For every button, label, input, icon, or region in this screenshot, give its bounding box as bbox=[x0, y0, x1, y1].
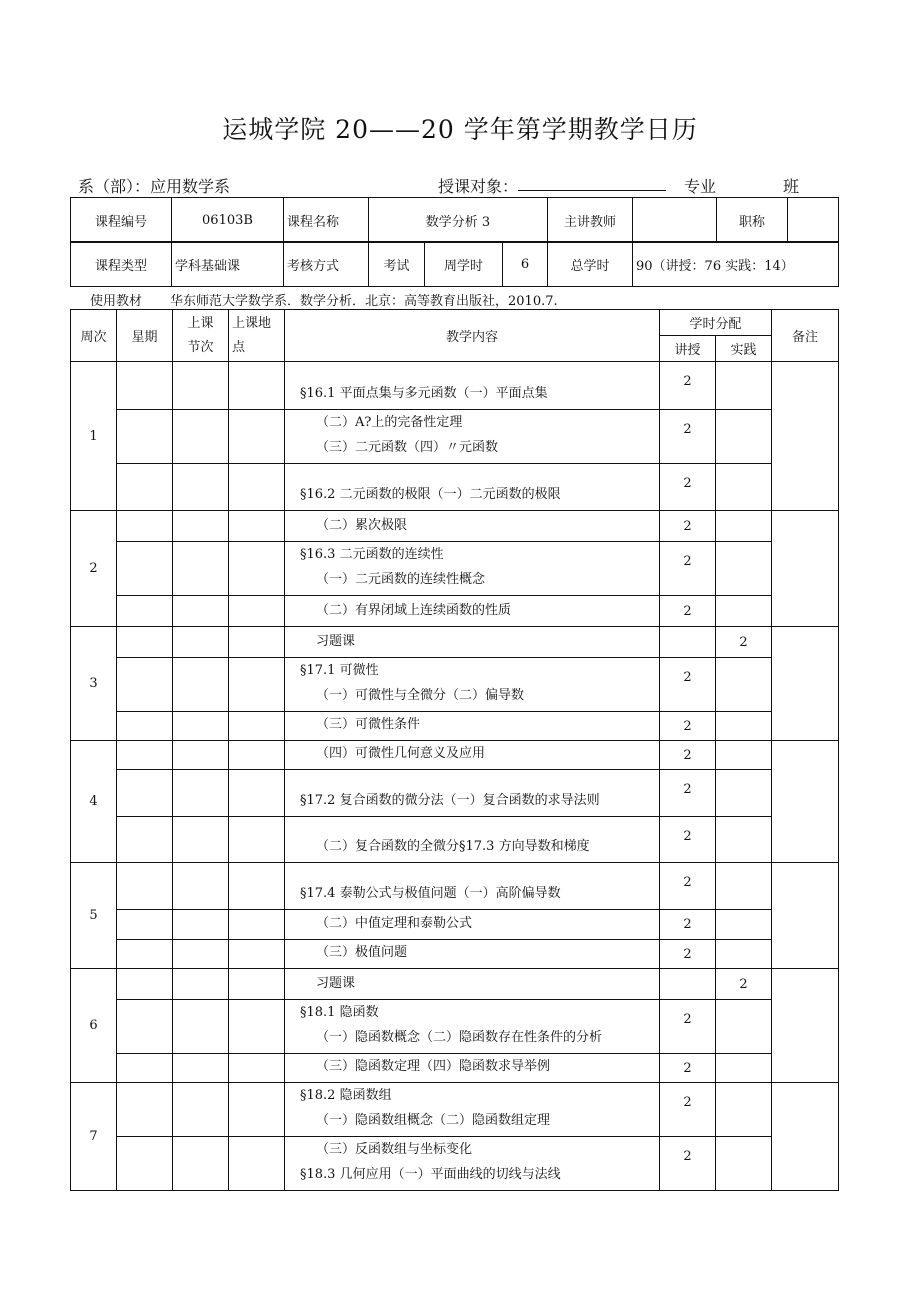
header-remark: 备注 bbox=[772, 310, 839, 362]
content-line: （一）二元函数的连续性概念 bbox=[316, 572, 486, 587]
schedule-row bbox=[71, 969, 839, 1000]
practice-hours bbox=[716, 1054, 772, 1083]
place-cell bbox=[229, 1083, 285, 1137]
practice-hours bbox=[716, 596, 772, 627]
content-cell bbox=[285, 910, 660, 940]
textbook-value: 华东师范大学数学系．数学分析．北京：高等教育出版社，2010.7. bbox=[170, 294, 558, 309]
place-cell bbox=[229, 658, 285, 712]
practice-hours bbox=[716, 910, 772, 940]
schedule-row bbox=[71, 596, 839, 627]
period-cell bbox=[173, 1054, 229, 1083]
place-cell bbox=[229, 712, 285, 741]
header-content: 教学内容 bbox=[285, 310, 660, 362]
weekday-cell bbox=[117, 910, 173, 940]
schedule-row bbox=[71, 464, 839, 511]
content-cell bbox=[285, 542, 660, 596]
content-line: （三）可微性条件 bbox=[316, 717, 421, 732]
lecture-hours: 2 bbox=[660, 817, 716, 863]
period-cell bbox=[173, 596, 229, 627]
content-cell bbox=[285, 410, 660, 464]
schedule-row bbox=[71, 910, 839, 940]
department-label: 系（部）：应用数学系 bbox=[78, 177, 231, 196]
header-practice: 实践 bbox=[716, 336, 772, 362]
weekday-cell bbox=[117, 1054, 173, 1083]
title-value bbox=[788, 198, 839, 243]
period-cell bbox=[173, 910, 229, 940]
schedule-row bbox=[71, 1054, 839, 1083]
schedule-row bbox=[71, 712, 839, 741]
place-cell bbox=[229, 1137, 285, 1191]
content-line: §16.1 平面点集与多元函数（一）平面点集 bbox=[300, 386, 548, 401]
lecture-hours: 2 bbox=[660, 1083, 716, 1137]
course-name-label: 课程名称 bbox=[284, 198, 369, 243]
period-cell bbox=[173, 770, 229, 817]
period-cell bbox=[173, 741, 229, 770]
content-line: §17.1 可微性 bbox=[300, 663, 379, 678]
weekday-cell bbox=[117, 1000, 173, 1054]
remark-cell bbox=[772, 627, 839, 741]
practice-hours: 2 bbox=[716, 627, 772, 658]
period-cell bbox=[173, 511, 229, 542]
place-cell bbox=[229, 627, 285, 658]
content-line: （三）反函数组与坐标变化 bbox=[316, 1142, 473, 1157]
content-cell bbox=[285, 1000, 660, 1054]
remark-cell bbox=[772, 741, 839, 863]
place-cell bbox=[229, 741, 285, 770]
department-line bbox=[78, 174, 808, 196]
lecture-hours: 2 bbox=[660, 1137, 716, 1191]
period-cell bbox=[173, 712, 229, 741]
period-cell bbox=[173, 542, 229, 596]
target-label: 授课对象： bbox=[438, 174, 518, 197]
week-number: 1 bbox=[71, 362, 117, 511]
content-line: （二）累次极限 bbox=[316, 518, 408, 533]
content-line: （三）二元函数（四）〃元函数 bbox=[316, 440, 499, 455]
course-name: 数学分析 3 bbox=[369, 198, 548, 243]
practice-hours: 2 bbox=[716, 969, 772, 1000]
target-blank bbox=[518, 174, 666, 191]
place-cell bbox=[229, 362, 285, 410]
weekday-cell bbox=[117, 741, 173, 770]
course-no: 06103B bbox=[172, 198, 284, 243]
weekly-hours: 6 bbox=[503, 242, 548, 287]
content-line: §16.2 二元函数的极限（一）二元函数的极限 bbox=[300, 487, 561, 502]
lecture-hours bbox=[660, 969, 716, 1000]
weekday-cell bbox=[117, 542, 173, 596]
course-type: 学科基础课 bbox=[172, 242, 284, 287]
schedule-row bbox=[71, 770, 839, 817]
weekday-cell bbox=[117, 969, 173, 1000]
place-cell bbox=[229, 464, 285, 511]
period-cell bbox=[173, 1000, 229, 1054]
content-cell bbox=[285, 741, 660, 770]
weekday-cell bbox=[117, 770, 173, 817]
course-no-label: 课程编号 bbox=[71, 198, 172, 243]
content-line: （二）A?上的完备性定理 bbox=[316, 415, 463, 430]
weekday-cell bbox=[117, 511, 173, 542]
weekday-cell bbox=[117, 863, 173, 910]
period-cell bbox=[173, 362, 229, 410]
practice-hours bbox=[716, 863, 772, 910]
place-cell bbox=[229, 596, 285, 627]
title-label: 职称 bbox=[717, 198, 788, 243]
content-line: （二）有界闭域上连续函数的性质 bbox=[316, 603, 512, 618]
place-cell bbox=[229, 1054, 285, 1083]
content-line: 习题课 bbox=[316, 976, 356, 991]
schedule-row bbox=[71, 1083, 839, 1137]
weekday-cell bbox=[117, 940, 173, 969]
schedule-row bbox=[71, 627, 839, 658]
weekday-cell bbox=[117, 464, 173, 511]
content-line: 习题课 bbox=[316, 634, 356, 649]
course-info-table-row2 bbox=[70, 241, 839, 287]
content-line: （一）可微性与全微分（二）偏导数 bbox=[316, 688, 525, 703]
content-cell bbox=[285, 596, 660, 627]
content-cell bbox=[285, 627, 660, 658]
content-cell bbox=[285, 817, 660, 863]
schedule-row bbox=[71, 362, 839, 410]
lecture-hours: 2 bbox=[660, 940, 716, 969]
remark-cell bbox=[772, 511, 839, 627]
schedule-row bbox=[71, 511, 839, 542]
lecture-hours: 2 bbox=[660, 1054, 716, 1083]
content-line: （三）隐函数定理（四）隐函数求导举例 bbox=[316, 1059, 551, 1074]
lecture-hours: 2 bbox=[660, 542, 716, 596]
content-line: §18.3 几何应用（一）平面曲线的切线与法线 bbox=[300, 1167, 561, 1182]
content-line: §18.1 隐函数 bbox=[300, 1005, 379, 1020]
schedule-row bbox=[71, 1000, 839, 1054]
schedule-table bbox=[70, 309, 839, 1191]
content-cell bbox=[285, 511, 660, 542]
schedule-row bbox=[71, 410, 839, 464]
content-line: （一）隐函数概念（二）隐函数存在性条件的分析 bbox=[316, 1030, 603, 1045]
content-cell bbox=[285, 362, 660, 410]
lecture-hours: 2 bbox=[660, 658, 716, 712]
schedule-row bbox=[71, 542, 839, 596]
remark-cell bbox=[772, 1083, 839, 1191]
week-number: 3 bbox=[71, 627, 117, 741]
practice-hours bbox=[716, 542, 772, 596]
lecture-hours: 2 bbox=[660, 712, 716, 741]
place-cell bbox=[229, 969, 285, 1000]
content-cell bbox=[285, 863, 660, 910]
exam-method-label: 考核方式 bbox=[284, 242, 369, 287]
content-cell bbox=[285, 1137, 660, 1191]
week-number: 4 bbox=[71, 741, 117, 863]
period-cell bbox=[173, 658, 229, 712]
lecture-hours bbox=[660, 627, 716, 658]
weekday-cell bbox=[117, 1083, 173, 1137]
content-line: （四）可微性几何意义及应用 bbox=[316, 746, 486, 761]
weekday-cell bbox=[117, 627, 173, 658]
practice-hours bbox=[716, 464, 772, 511]
header-lecture: 讲授 bbox=[660, 336, 716, 362]
header-weekday: 星期 bbox=[117, 310, 173, 362]
weekday-cell bbox=[117, 712, 173, 741]
major-label: 专业 bbox=[684, 177, 717, 196]
place-cell bbox=[229, 511, 285, 542]
header-place: 上课地 点 bbox=[229, 310, 285, 362]
period-cell bbox=[173, 410, 229, 464]
lecture-hours: 2 bbox=[660, 910, 716, 940]
practice-hours bbox=[716, 940, 772, 969]
content-line: （三）极值问题 bbox=[316, 945, 408, 960]
week-number: 7 bbox=[71, 1083, 117, 1191]
remark-cell bbox=[772, 863, 839, 969]
schedule-row bbox=[71, 817, 839, 863]
content-cell bbox=[285, 770, 660, 817]
course-info-table bbox=[70, 197, 839, 243]
lecture-hours: 2 bbox=[660, 362, 716, 410]
weekday-cell bbox=[117, 817, 173, 863]
header-week: 周次 bbox=[71, 310, 117, 362]
content-cell bbox=[285, 712, 660, 741]
lecture-hours: 2 bbox=[660, 596, 716, 627]
content-cell bbox=[285, 940, 660, 969]
content-line: §18.2 隐函数组 bbox=[300, 1088, 392, 1103]
content-cell bbox=[285, 658, 660, 712]
weekly-hours-label: 周学时 bbox=[425, 242, 503, 287]
lecture-hours: 2 bbox=[660, 1000, 716, 1054]
content-cell bbox=[285, 464, 660, 511]
total-hours-label: 总学时 bbox=[548, 242, 633, 287]
week-number: 6 bbox=[71, 969, 117, 1083]
content-line: （二）中值定理和泰勒公式 bbox=[316, 916, 473, 931]
weekday-cell bbox=[117, 1137, 173, 1191]
period-cell bbox=[173, 817, 229, 863]
weekday-cell bbox=[117, 410, 173, 464]
period-cell bbox=[173, 464, 229, 511]
schedule-row bbox=[71, 863, 839, 910]
period-cell bbox=[173, 940, 229, 969]
practice-hours bbox=[716, 1137, 772, 1191]
class-label: 班 bbox=[783, 177, 800, 196]
place-cell bbox=[229, 410, 285, 464]
schedule-row bbox=[71, 658, 839, 712]
lecture-hours: 2 bbox=[660, 511, 716, 542]
schedule-row bbox=[71, 1137, 839, 1191]
period-cell bbox=[173, 627, 229, 658]
period-cell bbox=[173, 1083, 229, 1137]
practice-hours bbox=[716, 770, 772, 817]
practice-hours bbox=[716, 658, 772, 712]
period-cell bbox=[173, 863, 229, 910]
header-period: 上课 节次 bbox=[173, 310, 229, 362]
textbook-label: 使用教材 bbox=[90, 294, 143, 309]
place-cell bbox=[229, 1000, 285, 1054]
weekday-cell bbox=[117, 362, 173, 410]
practice-hours bbox=[716, 817, 772, 863]
place-cell bbox=[229, 770, 285, 817]
teacher-label: 主讲教师 bbox=[548, 198, 633, 243]
content-line: （二）复合函数的全微分§17.3 方向导数和梯度 bbox=[316, 839, 590, 854]
weekday-cell bbox=[117, 596, 173, 627]
place-cell bbox=[229, 817, 285, 863]
content-line: （一）隐函数组概念（二）隐函数组定理 bbox=[316, 1113, 551, 1128]
schedule-row bbox=[71, 940, 839, 969]
practice-hours bbox=[716, 1000, 772, 1054]
content-cell bbox=[285, 1083, 660, 1137]
week-number: 5 bbox=[71, 863, 117, 969]
lecture-hours: 2 bbox=[660, 410, 716, 464]
schedule-row bbox=[71, 741, 839, 770]
content-line: §17.2 复合函数的微分法（一）复合函数的求导法则 bbox=[300, 793, 600, 808]
lecture-hours: 2 bbox=[660, 770, 716, 817]
content-cell bbox=[285, 1054, 660, 1083]
place-cell bbox=[229, 910, 285, 940]
practice-hours bbox=[716, 712, 772, 741]
period-cell bbox=[173, 1137, 229, 1191]
place-cell bbox=[229, 542, 285, 596]
lecture-hours: 2 bbox=[660, 741, 716, 770]
textbook-line bbox=[90, 290, 558, 309]
header-hours-alloc: 学时分配 bbox=[660, 310, 772, 336]
content-line: §17.4 泰勒公式与极值问题（一）高阶偏导数 bbox=[300, 886, 561, 901]
remark-cell bbox=[772, 362, 839, 511]
exam-method: 考试 bbox=[369, 242, 425, 287]
content-cell bbox=[285, 969, 660, 1000]
teacher-value bbox=[633, 198, 717, 243]
lecture-hours: 2 bbox=[660, 863, 716, 910]
place-cell bbox=[229, 940, 285, 969]
total-hours: 90（讲授：76 实践：14） bbox=[633, 242, 839, 287]
place-cell bbox=[229, 863, 285, 910]
practice-hours bbox=[716, 1083, 772, 1137]
practice-hours bbox=[716, 511, 772, 542]
remark-cell bbox=[772, 969, 839, 1083]
practice-hours bbox=[716, 410, 772, 464]
content-line: §16.3 二元函数的连续性 bbox=[300, 547, 444, 562]
period-cell bbox=[173, 969, 229, 1000]
page-title: 运城学院 20——20 学年第学期教学日历 bbox=[222, 115, 698, 144]
week-number: 2 bbox=[71, 511, 117, 627]
lecture-hours: 2 bbox=[660, 464, 716, 511]
practice-hours bbox=[716, 741, 772, 770]
practice-hours bbox=[716, 362, 772, 410]
course-type-label: 课程类型 bbox=[71, 242, 172, 287]
weekday-cell bbox=[117, 658, 173, 712]
